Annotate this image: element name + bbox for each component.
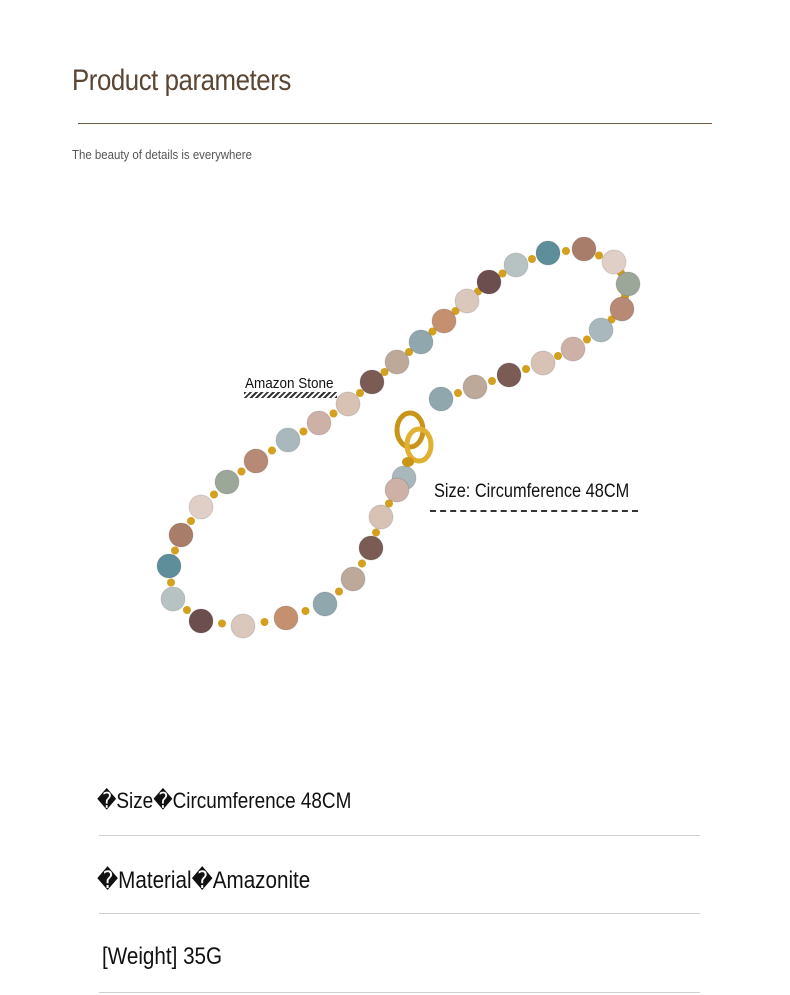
amazonite-bead [169,523,193,547]
param-divider [99,992,700,993]
callout-stone-label: Amazon Stone [245,375,334,392]
amazonite-bead [359,536,383,560]
gold-spacer-bead [330,410,338,418]
amazonite-bead [610,297,634,321]
amazonite-bead [161,587,185,611]
amazonite-bead [276,428,300,452]
gold-spacer-bead [583,336,591,344]
param-row-weight [102,943,705,971]
page-title: Product parameters [72,64,291,97]
amazonite-bead [189,609,213,633]
param-divider [99,835,700,836]
amazonite-bead [463,375,487,399]
amazonite-bead [572,237,596,261]
param-divider [99,913,700,914]
clasp [397,413,431,467]
amazonite-bead [189,495,213,519]
amazonite-bead [341,567,365,591]
amazonite-bead [455,289,479,313]
gold-spacer-bead [454,389,462,397]
param-size-text: �Size�Circumference 48CM [97,788,352,813]
amazonite-bead [385,478,409,502]
amazonite-bead [602,250,626,274]
gold-spacer-bead [171,547,179,555]
gold-spacer-bead [238,468,246,476]
gold-spacer-bead [302,607,310,615]
gold-spacer-bead [528,255,536,263]
amazonite-bead [231,614,255,638]
amazonite-bead [369,505,393,529]
amazonite-bead [429,387,453,411]
gold-spacer-bead [268,447,276,455]
amazonite-bead [589,318,613,342]
amazonite-bead [531,351,555,375]
amazonite-bead [336,392,360,416]
page-subtitle: The beauty of details is everywhere [72,147,252,162]
amazonite-bead [385,350,409,374]
amazonite-bead [409,330,433,354]
amazonite-bead [360,370,384,394]
gold-spacer-bead [358,560,366,568]
amazonite-bead [616,272,640,296]
callout-stone-underline [244,392,337,398]
gold-spacer-bead [554,352,562,360]
gold-spacer-bead [562,247,570,255]
gold-spacer-bead [372,529,380,537]
amazonite-bead [561,337,585,361]
gold-spacer-bead [522,365,530,373]
gold-spacer-bead [595,252,603,260]
amazonite-bead [536,241,560,265]
amazonite-bead [497,363,521,387]
gold-spacer-bead [261,618,269,626]
gold-spacer-bead [488,377,496,385]
amazonite-bead [477,270,501,294]
param-row-material [97,866,700,895]
param-weight-text: [Weight] 35G [102,943,223,970]
gold-spacer-bead [167,579,175,587]
amazonite-bead [504,253,528,277]
param-material-text: �Material�Amazonite [97,867,311,894]
gold-spacer-bead [210,491,218,499]
amazonite-bead [274,606,298,630]
gold-spacer-bead [218,620,226,628]
gold-spacer-bead [183,606,191,614]
amazonite-bead [244,449,268,473]
amazonite-bead [432,309,456,333]
amazonite-bead [307,411,331,435]
gold-spacer-bead [335,588,343,596]
amazonite-bead [313,592,337,616]
callout-size-label: Size: Circumference 48CM [434,481,630,502]
gold-spacer-bead [300,428,308,436]
param-row-size [97,788,700,814]
gold-spacer-bead [187,517,195,525]
callout-size-underline [430,510,638,512]
amazonite-bead [215,470,239,494]
amazonite-bead [157,554,181,578]
